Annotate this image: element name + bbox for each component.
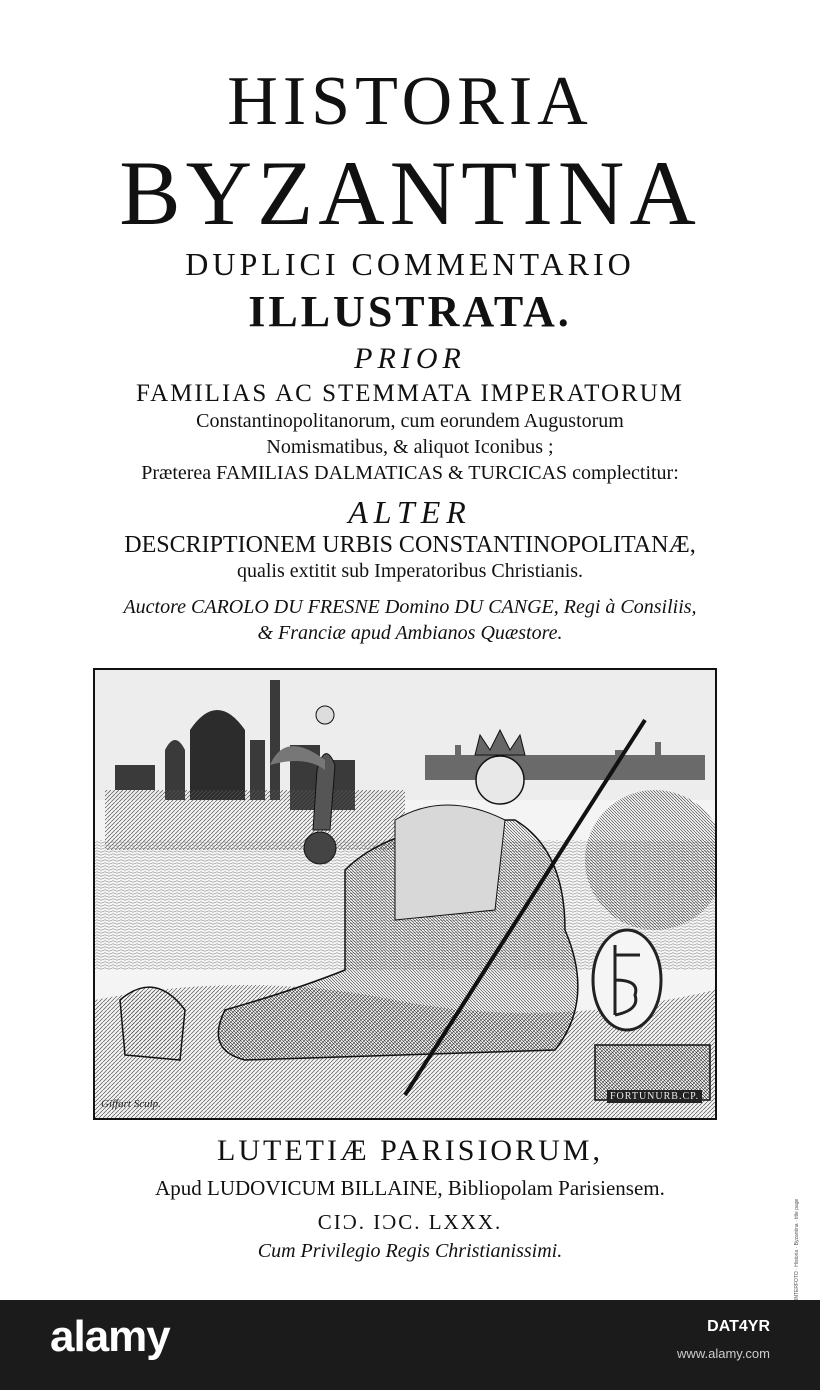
title-line-historia: HISTORIA	[227, 63, 593, 140]
author-line-2: & Franciæ apud Ambianos Quæstore.	[257, 622, 563, 644]
alamy-logo: alamy	[50, 1312, 170, 1361]
subtitle-duplici-commentario: DUPLICI COMMENTARIO	[185, 246, 635, 282]
engraver-signature: Giffart Sculp.	[101, 1098, 161, 1110]
author-line-1: Auctore CAROLO DU FRESNE Domino DU CANGE, Regi à Consiliis,	[123, 596, 697, 618]
title-line-byzantina: BYZANTINA	[119, 142, 701, 244]
engraving-illustration	[93, 668, 717, 1120]
imprint-year: CIϽ. IϽC. LXXX.	[317, 1210, 503, 1234]
imprint-privilege: Cum Privilegio Regis Christianissimi.	[257, 1240, 563, 1262]
prior-heading: PRIOR	[354, 342, 466, 375]
imprint-publisher: Apud LUDOVICUM BILLAINE, Bibliopolam Parisiensem.	[155, 1176, 665, 1200]
prior-line-3: Nomismatibus, & aliquot Iconibus ;	[266, 436, 554, 458]
image-id: DAT4YR	[707, 1318, 770, 1335]
alter-heading: ALTER	[348, 494, 472, 530]
engraving-plaque: FORTUNURB.CP.	[607, 1090, 702, 1103]
prior-line-2: Constantinopolitanorum, cum eorundem Augustorum	[196, 410, 624, 432]
prior-line-1: FAMILIAS AC STEMMATA IMPERATORUM	[136, 380, 684, 407]
alter-line-1: DESCRIPTIONEM URBIS CONSTANTINOPOLITANÆ,	[124, 532, 696, 558]
prior-line-4: Præterea FAMILIAS DALMATICAS & TURCICAS complectitur:	[141, 462, 679, 484]
side-credit-text: INTERFOTO · Historia · Byzantina · title page	[794, 1198, 800, 1300]
site-url: www.alamy.com	[677, 1346, 770, 1361]
alter-line-2: qualis extitit sub Imperatoribus Christianis.	[236, 560, 584, 582]
subtitle-illustrata: ILLUSTRATA.	[248, 287, 572, 336]
imprint-city: LUTETIÆ PARISIORUM,	[217, 1134, 603, 1167]
engraving-art	[95, 670, 715, 1118]
